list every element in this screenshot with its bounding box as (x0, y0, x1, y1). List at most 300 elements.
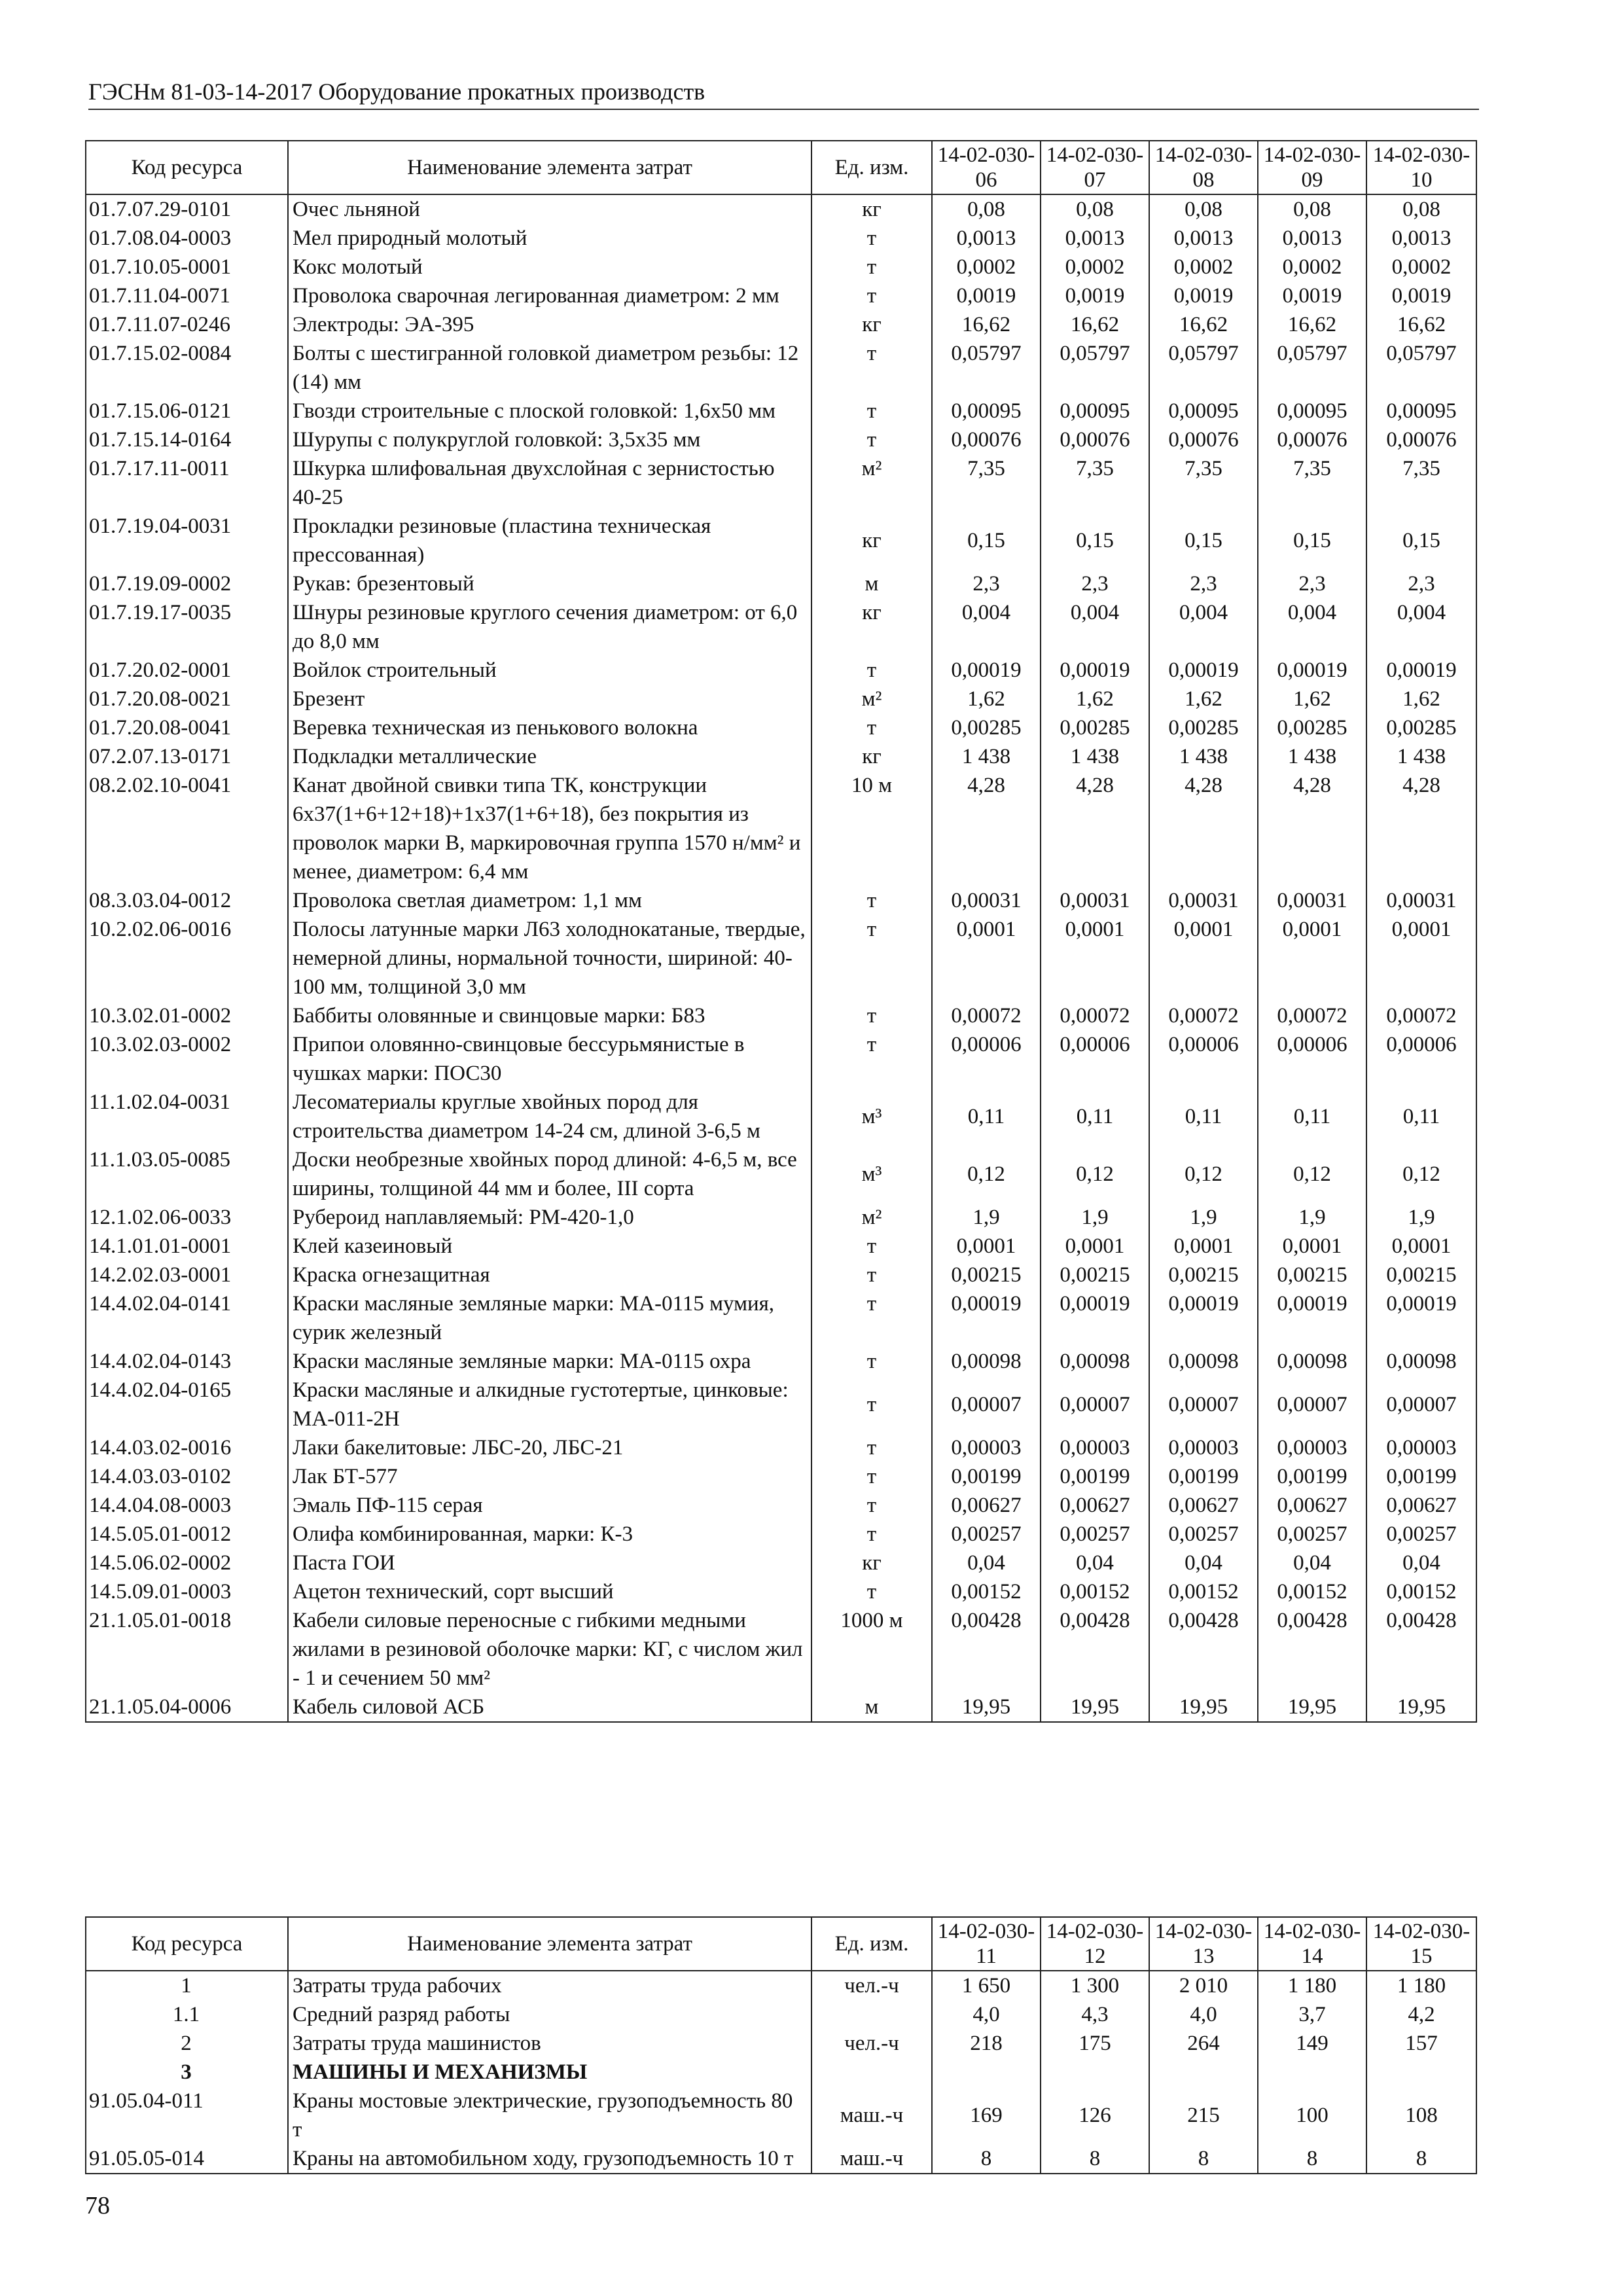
table-row (86, 742, 1476, 771)
value-cell: 0,00199 (932, 1462, 1041, 1491)
unit-cell: т (812, 886, 932, 915)
value-cell: 0,00006 (1041, 1030, 1149, 1088)
value-cell: 1,62 (932, 685, 1041, 713)
resource-code-cell: 14.5.05.01-0012 (86, 1520, 288, 1549)
value-cell: 0,0019 (1149, 281, 1258, 310)
resource-code-cell: 14.4.03.02-0016 (86, 1433, 288, 1462)
unit-cell: т (812, 224, 932, 253)
value-cell: 1 438 (1041, 742, 1149, 771)
value-cell: 0,00152 (932, 1577, 1041, 1606)
value-cell: 0,004 (1258, 598, 1366, 656)
resource-code-cell: 01.7.20.08-0021 (86, 685, 288, 713)
resource-code-cell: 14.4.02.04-0141 (86, 1289, 288, 1347)
value-cell: 0,00098 (1149, 1347, 1258, 1376)
resource-code-cell: 14.4.02.04-0143 (86, 1347, 288, 1376)
value-cell: 0,0019 (932, 281, 1041, 310)
value-cell: 0,0001 (932, 915, 1041, 1001)
value-cell: 0,0001 (1258, 915, 1366, 1001)
value-cell: 0,00076 (1366, 425, 1476, 454)
value-cell: 0,00257 (932, 1520, 1041, 1549)
value-cell: 0,11 (1258, 1088, 1366, 1145)
value-cell: 0,00006 (1149, 1030, 1258, 1088)
value-cell: 0,00019 (1149, 1289, 1258, 1347)
value-cell: 0,08 (1258, 194, 1366, 224)
table-row (86, 224, 1476, 253)
value-cell: 0,00095 (1258, 397, 1366, 425)
header-unit: Ед. изм. (812, 1917, 932, 1971)
resource-code-cell: 01.7.20.02-0001 (86, 656, 288, 685)
value-cell: 0,05797 (1041, 339, 1149, 397)
value-cell: 0,05797 (1258, 339, 1366, 397)
table-row (86, 253, 1476, 281)
resource-name-cell: Паста ГОИ (288, 1549, 812, 1577)
value-cell: 0,0002 (932, 253, 1041, 281)
resource-name-cell: Брезент (288, 685, 812, 713)
value-cell: 1,9 (1041, 1203, 1149, 1232)
value-cell: 0,00215 (1258, 1261, 1366, 1289)
table-header-row (86, 1917, 1476, 1971)
unit-cell: т (812, 915, 932, 1001)
value-cell: 0,00072 (1041, 1001, 1149, 1030)
resource-name-cell: Лаки бакелитовые: ЛБС-20, ЛБС-21 (288, 1433, 812, 1462)
value-cell: 0,11 (1366, 1088, 1476, 1145)
value-cell: 0,004 (1041, 598, 1149, 656)
header-code: Код ресурса (86, 141, 288, 194)
value-cell: 0,0002 (1041, 253, 1149, 281)
value-cell: 0,15 (1149, 512, 1258, 569)
header-name: Наименование элемента затрат (288, 1917, 812, 1971)
value-cell: 100 (1258, 2087, 1366, 2144)
resource-name-cell: Мел природный молотый (288, 224, 812, 253)
resource-name-cell: Шкурка шлифовальная двухслойная с зернистостью 40-25 (288, 454, 812, 512)
table-row (86, 2000, 1476, 2029)
table-row (86, 397, 1476, 425)
resource-code-cell: 14.5.09.01-0003 (86, 1577, 288, 1606)
table-row (86, 1693, 1476, 1722)
resource-name-cell: Болты с шестигранной головкой диаметром резьбы: 12 (14) мм (288, 339, 812, 397)
resource-code-cell: 21.1.05.04-0006 (86, 1693, 288, 1722)
header-col: 14-02-030-06 (932, 141, 1041, 194)
value-cell: 2 010 (1149, 1971, 1258, 2000)
unit-cell: м³ (812, 1145, 932, 1203)
value-cell: 169 (932, 2087, 1041, 2144)
value-cell: 0,00152 (1041, 1577, 1149, 1606)
value-cell: 0,00007 (1258, 1376, 1366, 1433)
resource-name-cell: Краска огнезащитная (288, 1261, 812, 1289)
value-cell: 1,9 (932, 1203, 1041, 1232)
value-cell: 7,35 (1149, 454, 1258, 512)
value-cell: 0,05797 (932, 339, 1041, 397)
table-row (86, 281, 1476, 310)
value-cell: 2,3 (1366, 569, 1476, 598)
resource-code-cell: 01.7.10.05-0001 (86, 253, 288, 281)
value-cell: 0,0013 (1258, 224, 1366, 253)
value-cell: 0,0013 (1366, 224, 1476, 253)
value-cell: 0,00095 (1041, 397, 1149, 425)
unit-cell: т (812, 281, 932, 310)
value-cell: 16,62 (1366, 310, 1476, 339)
resource-name-cell: Краны на автомобильном ходу, грузоподъемность 10 т (288, 2144, 812, 2174)
resource-code-cell: 3 (86, 2058, 288, 2087)
table-row (86, 1145, 1476, 1203)
value-cell: 149 (1258, 2029, 1366, 2058)
resource-code-cell: 91.05.05-014 (86, 2144, 288, 2174)
value-cell (932, 2058, 1041, 2087)
value-cell: 1 180 (1258, 1971, 1366, 2000)
value-cell: 0,00095 (932, 397, 1041, 425)
resource-code-cell: 01.7.19.17-0035 (86, 598, 288, 656)
header-col: 14-02-030-15 (1366, 1917, 1476, 1971)
resource-code-cell: 01.7.11.04-0071 (86, 281, 288, 310)
value-cell: 1,9 (1149, 1203, 1258, 1232)
unit-cell: 10 м (812, 771, 932, 886)
value-cell: 1,62 (1041, 685, 1149, 713)
value-cell: 0,00006 (932, 1030, 1041, 1088)
resource-code-cell: 01.7.19.04-0031 (86, 512, 288, 569)
value-cell: 8 (1041, 2144, 1149, 2174)
value-cell: 0,00215 (1149, 1261, 1258, 1289)
value-cell: 0,04 (1041, 1549, 1149, 1577)
value-cell: 4,3 (1041, 2000, 1149, 2029)
value-cell: 0,11 (932, 1088, 1041, 1145)
header-col: 14-02-030-09 (1258, 141, 1366, 194)
value-cell (1041, 2058, 1149, 2087)
unit-cell: чел.-ч (812, 1971, 932, 2000)
unit-cell: т (812, 1001, 932, 1030)
value-cell: 0,04 (1258, 1549, 1366, 1577)
resource-code-cell: 01.7.15.02-0084 (86, 339, 288, 397)
unit-cell: т (812, 1232, 932, 1261)
value-cell: 0,00007 (932, 1376, 1041, 1433)
value-cell: 0,11 (1149, 1088, 1258, 1145)
value-cell: 0,00285 (1258, 713, 1366, 742)
value-cell: 264 (1149, 2029, 1258, 2058)
value-cell: 0,0001 (1041, 915, 1149, 1001)
value-cell: 1 300 (1041, 1971, 1149, 2000)
value-cell: 0,00215 (1366, 1261, 1476, 1289)
unit-cell: т (812, 1577, 932, 1606)
resource-code-cell: 91.05.04-011 (86, 2087, 288, 2144)
value-cell: 0,00285 (1041, 713, 1149, 742)
value-cell (1149, 2058, 1258, 2087)
table-row (86, 713, 1476, 742)
table-row (86, 598, 1476, 656)
unit-cell: кг (812, 310, 932, 339)
value-cell: 0,00627 (1366, 1491, 1476, 1520)
unit-cell: т (812, 1491, 932, 1520)
value-cell: 0,00031 (1258, 886, 1366, 915)
table-row (86, 194, 1476, 224)
value-cell: 0,00072 (932, 1001, 1041, 1030)
value-cell: 1 438 (932, 742, 1041, 771)
value-cell: 0,0002 (1258, 253, 1366, 281)
value-cell (1258, 2058, 1366, 2087)
value-cell: 0,0001 (1366, 915, 1476, 1001)
value-cell: 0,00215 (1041, 1261, 1149, 1289)
table-row (86, 1433, 1476, 1462)
resource-code-cell: 07.2.07.13-0171 (86, 742, 288, 771)
resource-table-1 (85, 140, 1477, 1723)
resource-name-cell: Рубероид наплавляемый: РМ-420-1,0 (288, 1203, 812, 1232)
value-cell: 0,004 (1366, 598, 1476, 656)
header-unit: Ед. изм. (812, 141, 932, 194)
value-cell: 0,00019 (1366, 1289, 1476, 1347)
value-cell: 0,15 (1041, 512, 1149, 569)
resource-name-cell: Кабели силовые переносные с гибкими медными жилами в резиновой оболочке марки: КГ, с числом жил - 1 и сечением 50 мм² (288, 1606, 812, 1693)
value-cell: 157 (1366, 2029, 1476, 2058)
resource-name-cell: Проволока сварочная легированная диаметром: 2 мм (288, 281, 812, 310)
value-cell: 126 (1041, 2087, 1149, 2144)
resource-name-cell: Припои оловянно-свинцовые бессурьмянистые в чушках марки: ПОС30 (288, 1030, 812, 1088)
table-row (86, 1088, 1476, 1145)
value-cell: 0,00019 (1041, 1289, 1149, 1347)
table-row (86, 886, 1476, 915)
value-cell: 0,00098 (1366, 1347, 1476, 1376)
value-cell: 0,15 (932, 512, 1041, 569)
value-cell: 0,12 (1366, 1145, 1476, 1203)
resource-name-cell: Затраты труда машинистов (288, 2029, 812, 2058)
resource-name-cell: Баббиты оловянные и свинцовые марки: Б83 (288, 1001, 812, 1030)
resource-code-cell: 12.1.02.06-0033 (86, 1203, 288, 1232)
value-cell: 0,00019 (932, 1289, 1041, 1347)
value-cell: 0,00019 (1258, 656, 1366, 685)
value-cell: 0,15 (1258, 512, 1366, 569)
header-col: 14-02-030-14 (1258, 1917, 1366, 1971)
value-cell: 16,62 (932, 310, 1041, 339)
value-cell: 4,28 (1041, 771, 1149, 886)
table-row (86, 425, 1476, 454)
table-row (86, 1261, 1476, 1289)
value-cell: 1 180 (1366, 1971, 1476, 2000)
value-cell: 0,00076 (1041, 425, 1149, 454)
resource-name-cell: Кабель силовой АСБ (288, 1693, 812, 1722)
value-cell: 0,00019 (1041, 656, 1149, 685)
resource-name-cell: Очес льняной (288, 194, 812, 224)
unit-cell: т (812, 1289, 932, 1347)
value-cell: 1 438 (1258, 742, 1366, 771)
value-cell: 0,05797 (1149, 339, 1258, 397)
value-cell: 8 (1258, 2144, 1366, 2174)
resource-code-cell: 14.1.01.01-0001 (86, 1232, 288, 1261)
header-name: Наименование элемента затрат (288, 141, 812, 194)
resource-code-cell: 14.2.02.03-0001 (86, 1261, 288, 1289)
resource-name-cell: Подкладки металлические (288, 742, 812, 771)
resource-table-2 (85, 1916, 1477, 2174)
value-cell: 0,08 (1149, 194, 1258, 224)
unit-cell: т (812, 1433, 932, 1462)
unit-cell: маш.-ч (812, 2144, 932, 2174)
resource-code-cell: 01.7.17.11-0011 (86, 454, 288, 512)
resource-code-cell: 08.3.03.04-0012 (86, 886, 288, 915)
table-row (86, 915, 1476, 1001)
unit-cell: т (812, 1462, 932, 1491)
value-cell: 0,00076 (1149, 425, 1258, 454)
value-cell: 0,00019 (1366, 656, 1476, 685)
value-cell: 0,00031 (932, 886, 1041, 915)
resource-name-cell: Краски масляные и алкидные густотертые, цинковые: МА-011-2Н (288, 1376, 812, 1433)
value-cell: 0,00019 (1258, 1289, 1366, 1347)
value-cell: 0,04 (1366, 1549, 1476, 1577)
unit-cell: кг (812, 512, 932, 569)
value-cell: 2,3 (1258, 569, 1366, 598)
value-cell: 0,00072 (1366, 1001, 1476, 1030)
value-cell: 0,00006 (1258, 1030, 1366, 1088)
value-cell: 0,00428 (1366, 1606, 1476, 1693)
value-cell: 108 (1366, 2087, 1476, 2144)
unit-cell: т (812, 713, 932, 742)
unit-cell: м² (812, 454, 932, 512)
unit-cell: т (812, 1030, 932, 1088)
header-col: 14-02-030-11 (932, 1917, 1041, 1971)
value-cell: 0,00199 (1149, 1462, 1258, 1491)
resource-name-cell: Лесоматериалы круглые хвойных пород для строительства диаметром 14-24 см, длиной 3-6,5 м (288, 1088, 812, 1145)
value-cell: 0,00098 (1258, 1347, 1366, 1376)
value-cell: 0,00152 (1258, 1577, 1366, 1606)
resource-name-cell: Краски масляные земляные марки: МА-0115 охра (288, 1347, 812, 1376)
table-row (86, 1606, 1476, 1693)
value-cell: 7,35 (1366, 454, 1476, 512)
value-cell: 2,3 (1041, 569, 1149, 598)
value-cell: 0,00285 (1149, 713, 1258, 742)
unit-cell: м (812, 1693, 932, 1722)
resource-code-cell: 14.4.02.04-0165 (86, 1376, 288, 1433)
value-cell: 19,95 (1149, 1693, 1258, 1722)
resource-name-cell: Веревка техническая из пенькового волокна (288, 713, 812, 742)
value-cell (1366, 2058, 1476, 2087)
value-cell: 0,00428 (1149, 1606, 1258, 1693)
value-cell: 1,62 (1366, 685, 1476, 713)
value-cell: 0,00199 (1041, 1462, 1149, 1491)
value-cell: 0,00019 (1149, 656, 1258, 685)
resource-name-cell: Канат двойной свивки типа ТК, конструкции 6х37(1+6+12+18)+1х37(1+6+18), без покрытия из проволок марки В, маркировочная группа 1570 н/мм² и менее, диаметром: 6,4 мм (288, 771, 812, 886)
table-row (86, 1347, 1476, 1376)
resource-name-cell: Ацетон технический, сорт высший (288, 1577, 812, 1606)
value-cell: 0,00627 (1149, 1491, 1258, 1520)
value-cell: 4,28 (1149, 771, 1258, 886)
value-cell: 0,00199 (1258, 1462, 1366, 1491)
value-cell: 0,00019 (932, 656, 1041, 685)
resource-name-cell: Полосы латунные марки Л63 холоднокатаные, твердые, немерной длины, нормальной точности, шириной: 40-100 мм, толщиной 3,0 мм (288, 915, 812, 1001)
value-cell: 0,00003 (932, 1433, 1041, 1462)
value-cell: 0,00007 (1041, 1376, 1149, 1433)
value-cell: 0,004 (932, 598, 1041, 656)
value-cell: 0,04 (932, 1549, 1041, 1577)
unit-cell: т (812, 397, 932, 425)
resource-name-cell: Средний разряд работы (288, 2000, 812, 2029)
value-cell: 1 438 (1149, 742, 1258, 771)
resource-code-cell: 01.7.19.09-0002 (86, 569, 288, 598)
resource-name-cell: Кокс молотый (288, 253, 812, 281)
value-cell: 0,00003 (1366, 1433, 1476, 1462)
value-cell: 0,00003 (1258, 1433, 1366, 1462)
table-row (86, 656, 1476, 685)
value-cell: 175 (1041, 2029, 1149, 2058)
unit-cell: т (812, 1376, 932, 1433)
resource-name-cell: Эмаль ПФ-115 серая (288, 1491, 812, 1520)
value-cell: 0,0013 (932, 224, 1041, 253)
value-cell: 19,95 (1258, 1693, 1366, 1722)
unit-cell: м² (812, 1203, 932, 1232)
table-row (86, 1577, 1476, 1606)
resource-name-cell: Олифа комбинированная, марки: К-3 (288, 1520, 812, 1549)
value-cell: 0,00007 (1149, 1376, 1258, 1433)
value-cell: 19,95 (932, 1693, 1041, 1722)
resource-code-cell: 1 (86, 1971, 288, 2000)
value-cell: 4,28 (1366, 771, 1476, 886)
resource-name-cell: Проволока светлая диаметром: 1,1 мм (288, 886, 812, 915)
value-cell: 215 (1149, 2087, 1258, 2144)
table-row (86, 2058, 1476, 2087)
unit-cell: кг (812, 742, 932, 771)
value-cell: 0,0002 (1366, 253, 1476, 281)
resource-code-cell: 01.7.15.06-0121 (86, 397, 288, 425)
value-cell: 0,0019 (1366, 281, 1476, 310)
value-cell: 0,00098 (932, 1347, 1041, 1376)
resource-code-cell: 10.3.02.01-0002 (86, 1001, 288, 1030)
table-row (86, 1491, 1476, 1520)
value-cell: 4,0 (1149, 2000, 1258, 2029)
page-number: 78 (85, 2192, 110, 2219)
unit-cell: т (812, 425, 932, 454)
value-cell: 0,00098 (1041, 1347, 1149, 1376)
value-cell: 4,28 (932, 771, 1041, 886)
table-row (86, 1462, 1476, 1491)
table-row (86, 2144, 1476, 2174)
resource-code-cell: 11.1.03.05-0085 (86, 1145, 288, 1203)
table-row (86, 1376, 1476, 1433)
resource-code-cell: 14.4.03.03-0102 (86, 1462, 288, 1491)
resource-code-cell: 21.1.05.01-0018 (86, 1606, 288, 1693)
value-cell: 7,35 (932, 454, 1041, 512)
value-cell: 0,00199 (1366, 1462, 1476, 1491)
unit-cell: чел.-ч (812, 2029, 932, 2058)
unit-cell: т (812, 253, 932, 281)
unit-cell: 1000 м (812, 1606, 932, 1693)
value-cell: 0,08 (932, 194, 1041, 224)
value-cell: 0,00627 (932, 1491, 1041, 1520)
resource-code-cell: 10.2.02.06-0016 (86, 915, 288, 1001)
resource-code-cell: 01.7.08.04-0003 (86, 224, 288, 253)
value-cell: 0,00428 (932, 1606, 1041, 1693)
resource-name-cell: Рукав: брезентовый (288, 569, 812, 598)
value-cell: 0,00095 (1366, 397, 1476, 425)
value-cell: 0,00257 (1366, 1520, 1476, 1549)
unit-cell: т (812, 1520, 932, 1549)
value-cell: 1 438 (1366, 742, 1476, 771)
value-cell: 0,00428 (1041, 1606, 1149, 1693)
table-row (86, 1232, 1476, 1261)
value-cell: 0,15 (1366, 512, 1476, 569)
value-cell: 2,3 (1149, 569, 1258, 598)
table-row (86, 1203, 1476, 1232)
resource-code-cell: 10.3.02.03-0002 (86, 1030, 288, 1088)
value-cell: 0,00076 (932, 425, 1041, 454)
resource-name-cell: Лак БТ-577 (288, 1462, 812, 1491)
value-cell: 0,00007 (1366, 1376, 1476, 1433)
resource-code-cell: 01.7.07.29-0101 (86, 194, 288, 224)
resource-name-cell: Гвозди строительные с плоской головкой: 1,6х50 мм (288, 397, 812, 425)
value-cell: 0,00285 (1366, 713, 1476, 742)
value-cell: 0,0001 (1366, 1232, 1476, 1261)
value-cell: 4,2 (1366, 2000, 1476, 2029)
table-row (86, 1001, 1476, 1030)
resource-code-cell: 01.7.15.14-0164 (86, 425, 288, 454)
value-cell: 4,28 (1258, 771, 1366, 886)
value-cell: 0,00627 (1258, 1491, 1366, 1520)
unit-cell: кг (812, 194, 932, 224)
value-cell: 1 650 (932, 1971, 1041, 2000)
resource-code-cell: 14.5.06.02-0002 (86, 1549, 288, 1577)
